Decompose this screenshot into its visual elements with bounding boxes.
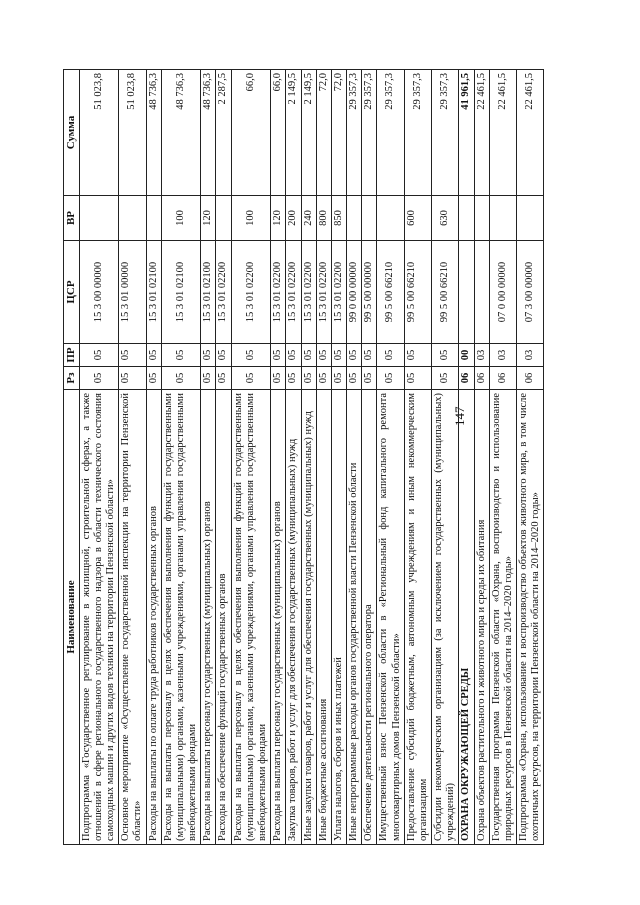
cell-rz: 05	[301, 367, 316, 390]
cell-rz: 05	[271, 367, 286, 390]
cell-name: Уплата налогов, сборов и иных платежей	[331, 390, 346, 845]
cell-rz: 05	[316, 367, 331, 390]
cell-csr: 99 5 00 00000	[362, 241, 377, 344]
header-pr: ПР	[64, 344, 80, 367]
cell-name: Расходы на выплаты по оплате труда работников государственных органов	[146, 390, 161, 845]
cell-vr	[119, 196, 146, 241]
cell-csr: 99 5 00 66210	[404, 241, 431, 344]
cell-pr: 05	[161, 344, 201, 367]
cell-name: Охрана объектов растительного и животного мира и среды их обитания	[474, 390, 489, 845]
cell-pr: 05	[301, 344, 316, 367]
cell-csr: 15 3 01 02200	[231, 241, 271, 344]
cell-vr: 850	[331, 196, 346, 241]
cell-pr: 05	[286, 344, 301, 367]
header-rz: Рз	[64, 367, 80, 390]
cell-csr: 15 3 01 02200	[271, 241, 286, 344]
cell-vr: 240	[301, 196, 316, 241]
header-csr: ЦСР	[64, 241, 80, 344]
cell-rz: 05	[331, 367, 346, 390]
cell-rz: 05	[377, 367, 404, 390]
cell-sum: 29 357,3	[347, 70, 362, 196]
budget-table	[63, 69, 544, 845]
cell-sum: 48 736,3	[146, 70, 161, 196]
cell-sum: 2 149,5	[286, 70, 301, 196]
cell-sum: 51 023,8	[119, 70, 146, 196]
cell-pr: 05	[79, 344, 119, 367]
cell-sum: 29 357,3	[404, 70, 431, 196]
header-row	[64, 70, 80, 845]
cell-vr	[79, 196, 119, 241]
cell-sum: 66,0	[271, 70, 286, 196]
cell-pr: 05	[347, 344, 362, 367]
cell-name: Основное мероприятие «Осуществление государственной инспекции на территории Пензенской области»	[119, 390, 146, 845]
table-row	[201, 70, 216, 845]
cell-name: Иные закупки товаров, работ и услуг для обеспечения государственных (муниципальных) нужд	[301, 390, 316, 845]
cell-vr	[377, 196, 404, 241]
cell-csr: 15 3 01 02200	[216, 241, 231, 344]
cell-sum: 29 357,3	[362, 70, 377, 196]
cell-name: Расходы на выплаты персоналу в целях обеспечения выполнения функций государственными (муниципальными) органами, казенными учреждениями, органами управления государственными внебюджетными фондами	[161, 390, 201, 845]
cell-pr: 00	[459, 344, 474, 367]
table-body	[79, 70, 544, 845]
cell-sum: 48 736,3	[161, 70, 201, 196]
cell-rz: 05	[362, 367, 377, 390]
cell-pr: 05	[331, 344, 346, 367]
cell-rz: 05	[146, 367, 161, 390]
cell-name: Иные непрограммные расходы органов государственной власти Пензенской области	[347, 390, 362, 845]
cell-rz: 05	[286, 367, 301, 390]
table-row	[286, 70, 301, 845]
cell-csr: 15 3 01 02100	[146, 241, 161, 344]
cell-csr: 15 3 01 02100	[201, 241, 216, 344]
cell-csr: 15 3 00 00000	[79, 241, 119, 344]
cell-pr: 05	[316, 344, 331, 367]
table-row	[377, 70, 404, 845]
cell-csr: 99 0 00 00000	[347, 241, 362, 344]
cell-csr	[474, 241, 489, 344]
cell-vr: 100	[231, 196, 271, 241]
cell-pr: 05	[201, 344, 216, 367]
cell-vr: 120	[271, 196, 286, 241]
cell-name: Предоставление субсидий бюджетным, автономным учреждениям и иным некоммерческим организациям	[404, 390, 431, 845]
cell-csr: 15 3 01 02200	[286, 241, 301, 344]
cell-name: Подпрограмма «Государственное регулирование в жилищной, строительной сферах, а также отношений в сфере регионального государственного надзора в области технического состояния самоходных машин и других видов техники на территории Пензенской области»	[79, 390, 119, 845]
table-row	[271, 70, 286, 845]
cell-vr: 120	[201, 196, 216, 241]
cell-sum: 2 149,5	[301, 70, 316, 196]
cell-pr: 05	[362, 344, 377, 367]
cell-name: Обеспечение деятельности регионального оператора	[362, 390, 377, 845]
cell-name: Расходы на обеспечение функций государственных органов	[216, 390, 231, 845]
cell-rz: 05	[347, 367, 362, 390]
cell-vr	[146, 196, 161, 241]
cell-sum: 29 357,3	[377, 70, 404, 196]
cell-vr	[489, 196, 516, 241]
cell-name: Государственная программа Пензенской области «Охрана, воспроизводство и использование природных ресурсов в Пензенской области на 2014–2020 годы»	[489, 390, 516, 845]
cell-sum: 72,0	[316, 70, 331, 196]
table-row	[231, 70, 271, 845]
cell-pr: 05	[404, 344, 431, 367]
cell-pr: 03	[474, 344, 489, 367]
cell-sum: 29 357,3	[432, 70, 459, 196]
cell-csr: 99 5 00 66210	[377, 241, 404, 344]
cell-vr: 200	[286, 196, 301, 241]
cell-pr: 05	[432, 344, 459, 367]
cell-sum: 41 961,5	[459, 70, 474, 196]
cell-sum: 72,0	[331, 70, 346, 196]
table-row	[119, 70, 146, 845]
table-row	[347, 70, 362, 845]
cell-sum: 51 023,8	[79, 70, 119, 196]
cell-rz: 05	[119, 367, 146, 390]
cell-csr	[459, 241, 474, 344]
table-row	[517, 70, 544, 845]
cell-sum: 22 461,5	[489, 70, 516, 196]
cell-rz: 06	[459, 367, 474, 390]
header-name: Наименование	[64, 390, 80, 845]
cell-sum: 22 461,5	[474, 70, 489, 196]
rotated-table-container	[63, 70, 577, 845]
cell-csr: 15 3 01 00000	[119, 241, 146, 344]
cell-sum: 48 736,3	[201, 70, 216, 196]
cell-vr	[517, 196, 544, 241]
cell-name: Субсидии некоммерческим организациям (за исключением государственных (муниципальных) учреждений)	[432, 390, 459, 845]
cell-rz: 05	[231, 367, 271, 390]
cell-rz: 05	[79, 367, 119, 390]
cell-name: ОХРАНА ОКРУЖАЮЩЕЙ СРЕДЫ	[459, 390, 474, 845]
table-row	[301, 70, 316, 845]
cell-name: Расходы на выплаты персоналу в целях обеспечения выполнения функций государственными (муниципальными) органами, казенными учреждениями, органами управления государственными внебюджетными фондами	[231, 390, 271, 845]
cell-rz: 05	[404, 367, 431, 390]
cell-csr: 15 3 01 02200	[301, 241, 316, 344]
header-vr: ВР	[64, 196, 80, 241]
cell-vr	[474, 196, 489, 241]
cell-pr: 05	[146, 344, 161, 367]
cell-pr: 05	[231, 344, 271, 367]
cell-rz: 05	[216, 367, 231, 390]
table-row	[362, 70, 377, 845]
table-row	[146, 70, 161, 845]
cell-vr: 600	[404, 196, 431, 241]
cell-sum: 2 287,5	[216, 70, 231, 196]
cell-rz: 06	[474, 367, 489, 390]
table-row	[316, 70, 331, 845]
cell-sum: 66,0	[231, 70, 271, 196]
cell-vr: 100	[161, 196, 201, 241]
table-row	[404, 70, 431, 845]
cell-rz: 06	[489, 367, 516, 390]
cell-csr: 07 0 00 00000	[489, 241, 516, 344]
cell-csr: 15 3 01 02200	[316, 241, 331, 344]
cell-csr: 07 3 00 00000	[517, 241, 544, 344]
cell-sum: 22 461,5	[517, 70, 544, 196]
cell-csr: 15 3 01 02100	[161, 241, 201, 344]
cell-vr	[347, 196, 362, 241]
cell-rz: 05	[432, 367, 459, 390]
cell-csr: 99 5 00 66210	[432, 241, 459, 344]
header-sum: Сумма	[64, 70, 80, 196]
page-number: 147	[452, 406, 467, 426]
cell-name: Подпрограмма «Охрана, использование и воспроизводство объектов животного мира, в том числе охотничьих ресурсов, на территории Пензенской области на 2014–2020 годы»	[517, 390, 544, 845]
cell-vr: 630	[432, 196, 459, 241]
cell-name: Закупка товаров, работ и услуг для обеспечения государственных (муниципальных) нужд	[286, 390, 301, 845]
cell-pr: 03	[489, 344, 516, 367]
cell-vr	[362, 196, 377, 241]
cell-pr: 05	[216, 344, 231, 367]
cell-rz: 05	[161, 367, 201, 390]
table-row	[161, 70, 201, 845]
cell-pr: 05	[119, 344, 146, 367]
table-row	[459, 70, 474, 845]
cell-name: Иные бюджетные ассигнования	[316, 390, 331, 845]
cell-name: Имущественный взнос Пензенской области в «Региональный фонд капитального ремонта многоквартирных домов Пензенской области»	[377, 390, 404, 845]
cell-name: Расходы на выплаты персоналу государственных (муниципальных) органов	[201, 390, 216, 845]
table-row	[432, 70, 459, 845]
cell-name: Расходы на выплаты персоналу государственных (муниципальных) органов	[271, 390, 286, 845]
cell-pr: 05	[271, 344, 286, 367]
table-row	[79, 70, 119, 845]
table-row	[474, 70, 489, 845]
cell-vr	[216, 196, 231, 241]
cell-rz: 06	[517, 367, 544, 390]
cell-vr: 800	[316, 196, 331, 241]
table-row	[331, 70, 346, 845]
cell-pr: 03	[517, 344, 544, 367]
cell-csr: 15 3 01 02200	[331, 241, 346, 344]
cell-pr: 05	[377, 344, 404, 367]
table-row	[216, 70, 231, 845]
cell-vr	[459, 196, 474, 241]
table-row	[489, 70, 516, 845]
cell-rz: 05	[201, 367, 216, 390]
